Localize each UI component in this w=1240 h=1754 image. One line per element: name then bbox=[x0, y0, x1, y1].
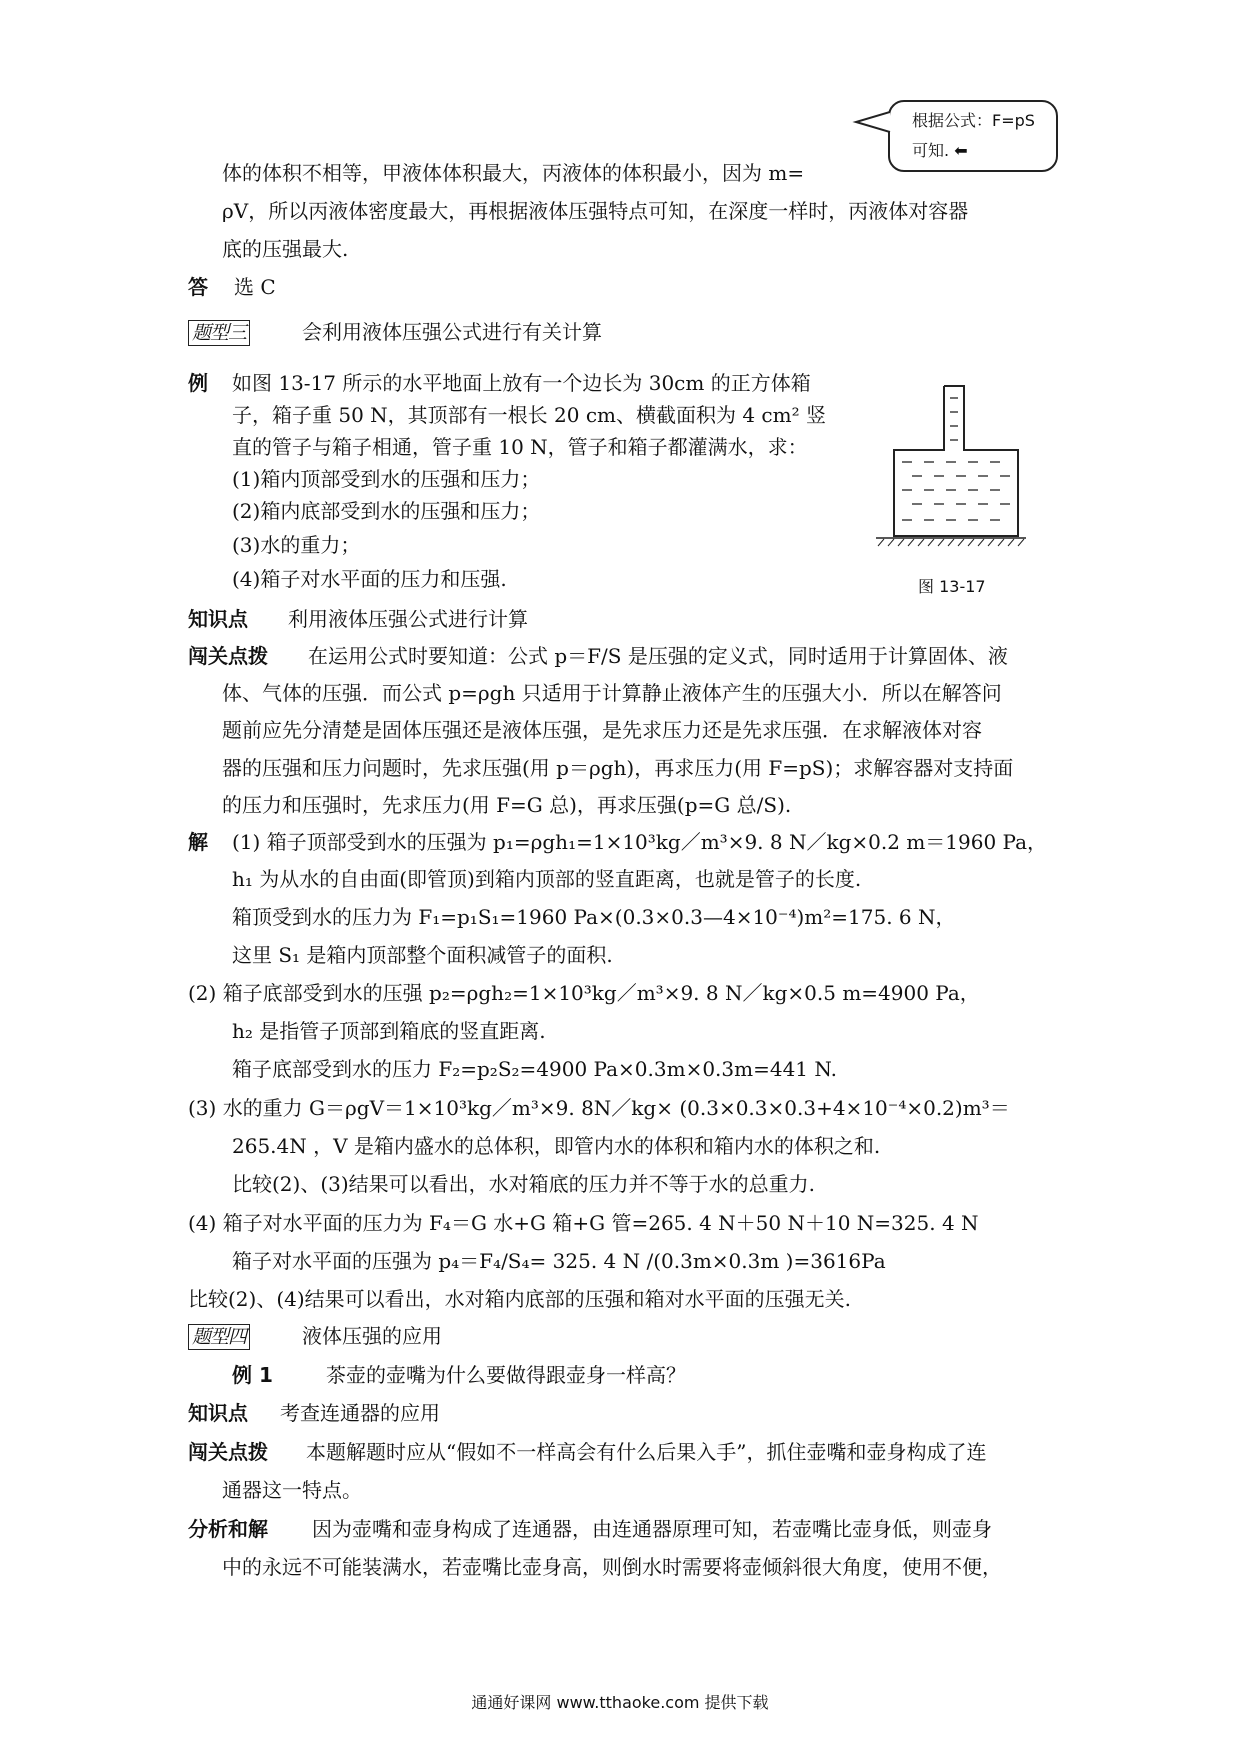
box-tube-figure bbox=[868, 380, 1028, 550]
knowledge-text: 考查连通器的应用 bbox=[280, 1401, 440, 1425]
callout-line-1: 根据公式：F=pS bbox=[912, 111, 1035, 130]
solution-line: (1) 箱子顶部受到水的压强为 p₁=ρgh₁=1×10³kg／m³×9. 8 N／kg×0.2 m＝1960 Pa， bbox=[232, 830, 1048, 854]
solution-line: 比较(2)、(3)结果可以看出，水对箱底的压力并不等于水的总重力. bbox=[232, 1172, 816, 1196]
analysis-line: 中的永远不可能装满水，若壶嘴比壶身高，则倒水时需要将壶倾斜很大角度，使用不便， bbox=[222, 1555, 1002, 1579]
solution-line: 265.4N ，V 是箱内盛水的总体积，即管内水的体积和箱内水的体积之和. bbox=[232, 1134, 881, 1158]
solution-line: (3) 水的重力 G＝ρgV＝1×10³kg／m³×9. 8N／kg× (0.3×0.3×0.3+4×10⁻⁴×0.2)m³＝ bbox=[188, 1096, 1010, 1120]
solution-line: 箱子对水平面的压强为 p₄＝F₄/S₄= 325. 4 N /(0.3m×0.3m )=3616Pa bbox=[232, 1249, 886, 1273]
knowledge-text: 利用液体压强公式进行计算 bbox=[288, 607, 528, 631]
example-line: (3)水的重力； bbox=[232, 533, 361, 557]
solution-line: 比较(2)、(4)结果可以看出，水对箱内底部的压强和箱对水平面的压强无关. bbox=[188, 1287, 852, 1311]
tips-label: 闯关点拨 bbox=[188, 644, 268, 668]
solution-line: 这里 S₁ 是箱内顶部整个面积减管子的面积. bbox=[232, 943, 613, 967]
tips-line: 在运用公式时要知道：公式 p＝F/S 是压强的定义式，同时适用于计算固体、液 bbox=[308, 644, 1008, 668]
example-label: 例 bbox=[188, 371, 208, 395]
formula-callout bbox=[888, 100, 1058, 172]
solution-line: 箱子底部受到水的压力 F₂=p₂S₂=4900 Pa×0.3m×0.3m=441 N. bbox=[232, 1057, 837, 1081]
example1-label: 例 1 bbox=[232, 1363, 273, 1387]
text-line: ρV，所以丙液体密度最大，再根据液体压强特点可知，在深度一样时，丙液体对容器 bbox=[222, 199, 969, 223]
solution-line: h₂ 是指管子顶部到箱底的竖直距离. bbox=[232, 1019, 546, 1043]
page-footer: 通通好课网 www.tthaoke.com 提供下载 bbox=[471, 1693, 769, 1712]
example-line: 子，箱子重 50 N，其顶部有一根长 20 cm、横截面积为 4 cm² 竖 bbox=[232, 403, 826, 427]
tips-line: 的压力和压强时，先求压力(用 F=G 总)，再求压强(p=G 总/S). bbox=[222, 793, 792, 817]
analysis-line: 因为壶嘴和壶身构成了连通器，由连通器原理可知，若壶嘴比壶身低，则壶身 bbox=[312, 1517, 992, 1541]
section-tag-type3: 题型三 bbox=[188, 320, 250, 346]
solution-line: (2) 箱子底部受到水的压强 p₂=ρgh₂=1×10³kg／m³×9. 8 N／kg×0.5 m=4900 Pa， bbox=[188, 981, 980, 1005]
analysis-label: 分析和解 bbox=[188, 1517, 268, 1541]
text-line: 体的体积不相等，甲液体体积最大，丙液体的体积最小，因为 m= bbox=[222, 161, 805, 185]
text-line: 底的压强最大. bbox=[222, 237, 349, 261]
section-tag-type4: 题型四 bbox=[188, 1324, 250, 1350]
knowledge-label: 知识点 bbox=[188, 1401, 248, 1425]
tips-line: 通器这一特点。 bbox=[222, 1478, 362, 1502]
section-title-type3: 会利用液体压强公式进行有关计算 bbox=[302, 320, 602, 344]
example-line: (4)箱子对水平面的压力和压强. bbox=[232, 567, 507, 591]
example-line: 直的管子与箱子相通，管子重 10 N，管子和箱子都灌满水，求： bbox=[232, 435, 808, 459]
answer-text: 选 C bbox=[234, 275, 276, 299]
tips-line: 器的压强和压力问题时，先求压强(用 p＝ρgh)，再求压力(用 F=pS)；求解容器对支持面 bbox=[222, 756, 1014, 780]
tips-label: 闯关点拨 bbox=[188, 1440, 268, 1464]
example-line: (2)箱内底部受到水的压强和压力； bbox=[232, 499, 541, 523]
example-line: (1)箱内顶部受到水的压强和压力； bbox=[232, 467, 541, 491]
tips-line: 题前应先分清楚是固体压强还是液体压强，是先求压力还是先求压强．在求解液体对容 bbox=[222, 718, 982, 742]
knowledge-label: 知识点 bbox=[188, 607, 248, 631]
solution-line: 箱顶受到水的压力为 F₁=p₁S₁=1960 Pa×(0.3×0.3—4×10⁻⁴)m²=175. 6 N， bbox=[232, 905, 956, 929]
container-outline bbox=[894, 386, 1018, 536]
callout-line-2: 可知. ⬅ bbox=[912, 141, 968, 160]
tips-line: 体、气体的压强．而公式 p=ρgh 只适用于计算静止液体产生的压强大小．所以在解答问 bbox=[222, 681, 1002, 705]
example1-text: 茶壶的壶嘴为什么要做得跟壶身一样高？ bbox=[326, 1363, 686, 1387]
tips-line: 本题解题时应从“假如不一样高会有什么后果入手”，抓住壶嘴和壶身构成了连 bbox=[306, 1440, 987, 1464]
arrow-left-icon: ⬅ bbox=[954, 141, 968, 160]
solution-line: h₁ 为从水的自由面(即管顶)到箱内顶部的竖直距离，也就是管子的长度. bbox=[232, 867, 862, 891]
example-line: 如图 13-17 所示的水平地面上放有一个边长为 30cm 的正方体箱 bbox=[232, 371, 811, 395]
solution-label: 解 bbox=[188, 830, 208, 854]
ground-hatching bbox=[878, 539, 1024, 546]
answer-label: 答 bbox=[188, 275, 208, 299]
callout-pointer bbox=[852, 108, 892, 138]
section-title-type4: 液体压强的应用 bbox=[302, 1324, 442, 1348]
solution-line: (4) 箱子对水平面的压力为 F₄＝G 水+G 箱+G 管=265. 4 N＋50 N＋10 N=325. 4 N bbox=[188, 1211, 979, 1235]
figure-caption: 图 13-17 bbox=[918, 577, 986, 596]
